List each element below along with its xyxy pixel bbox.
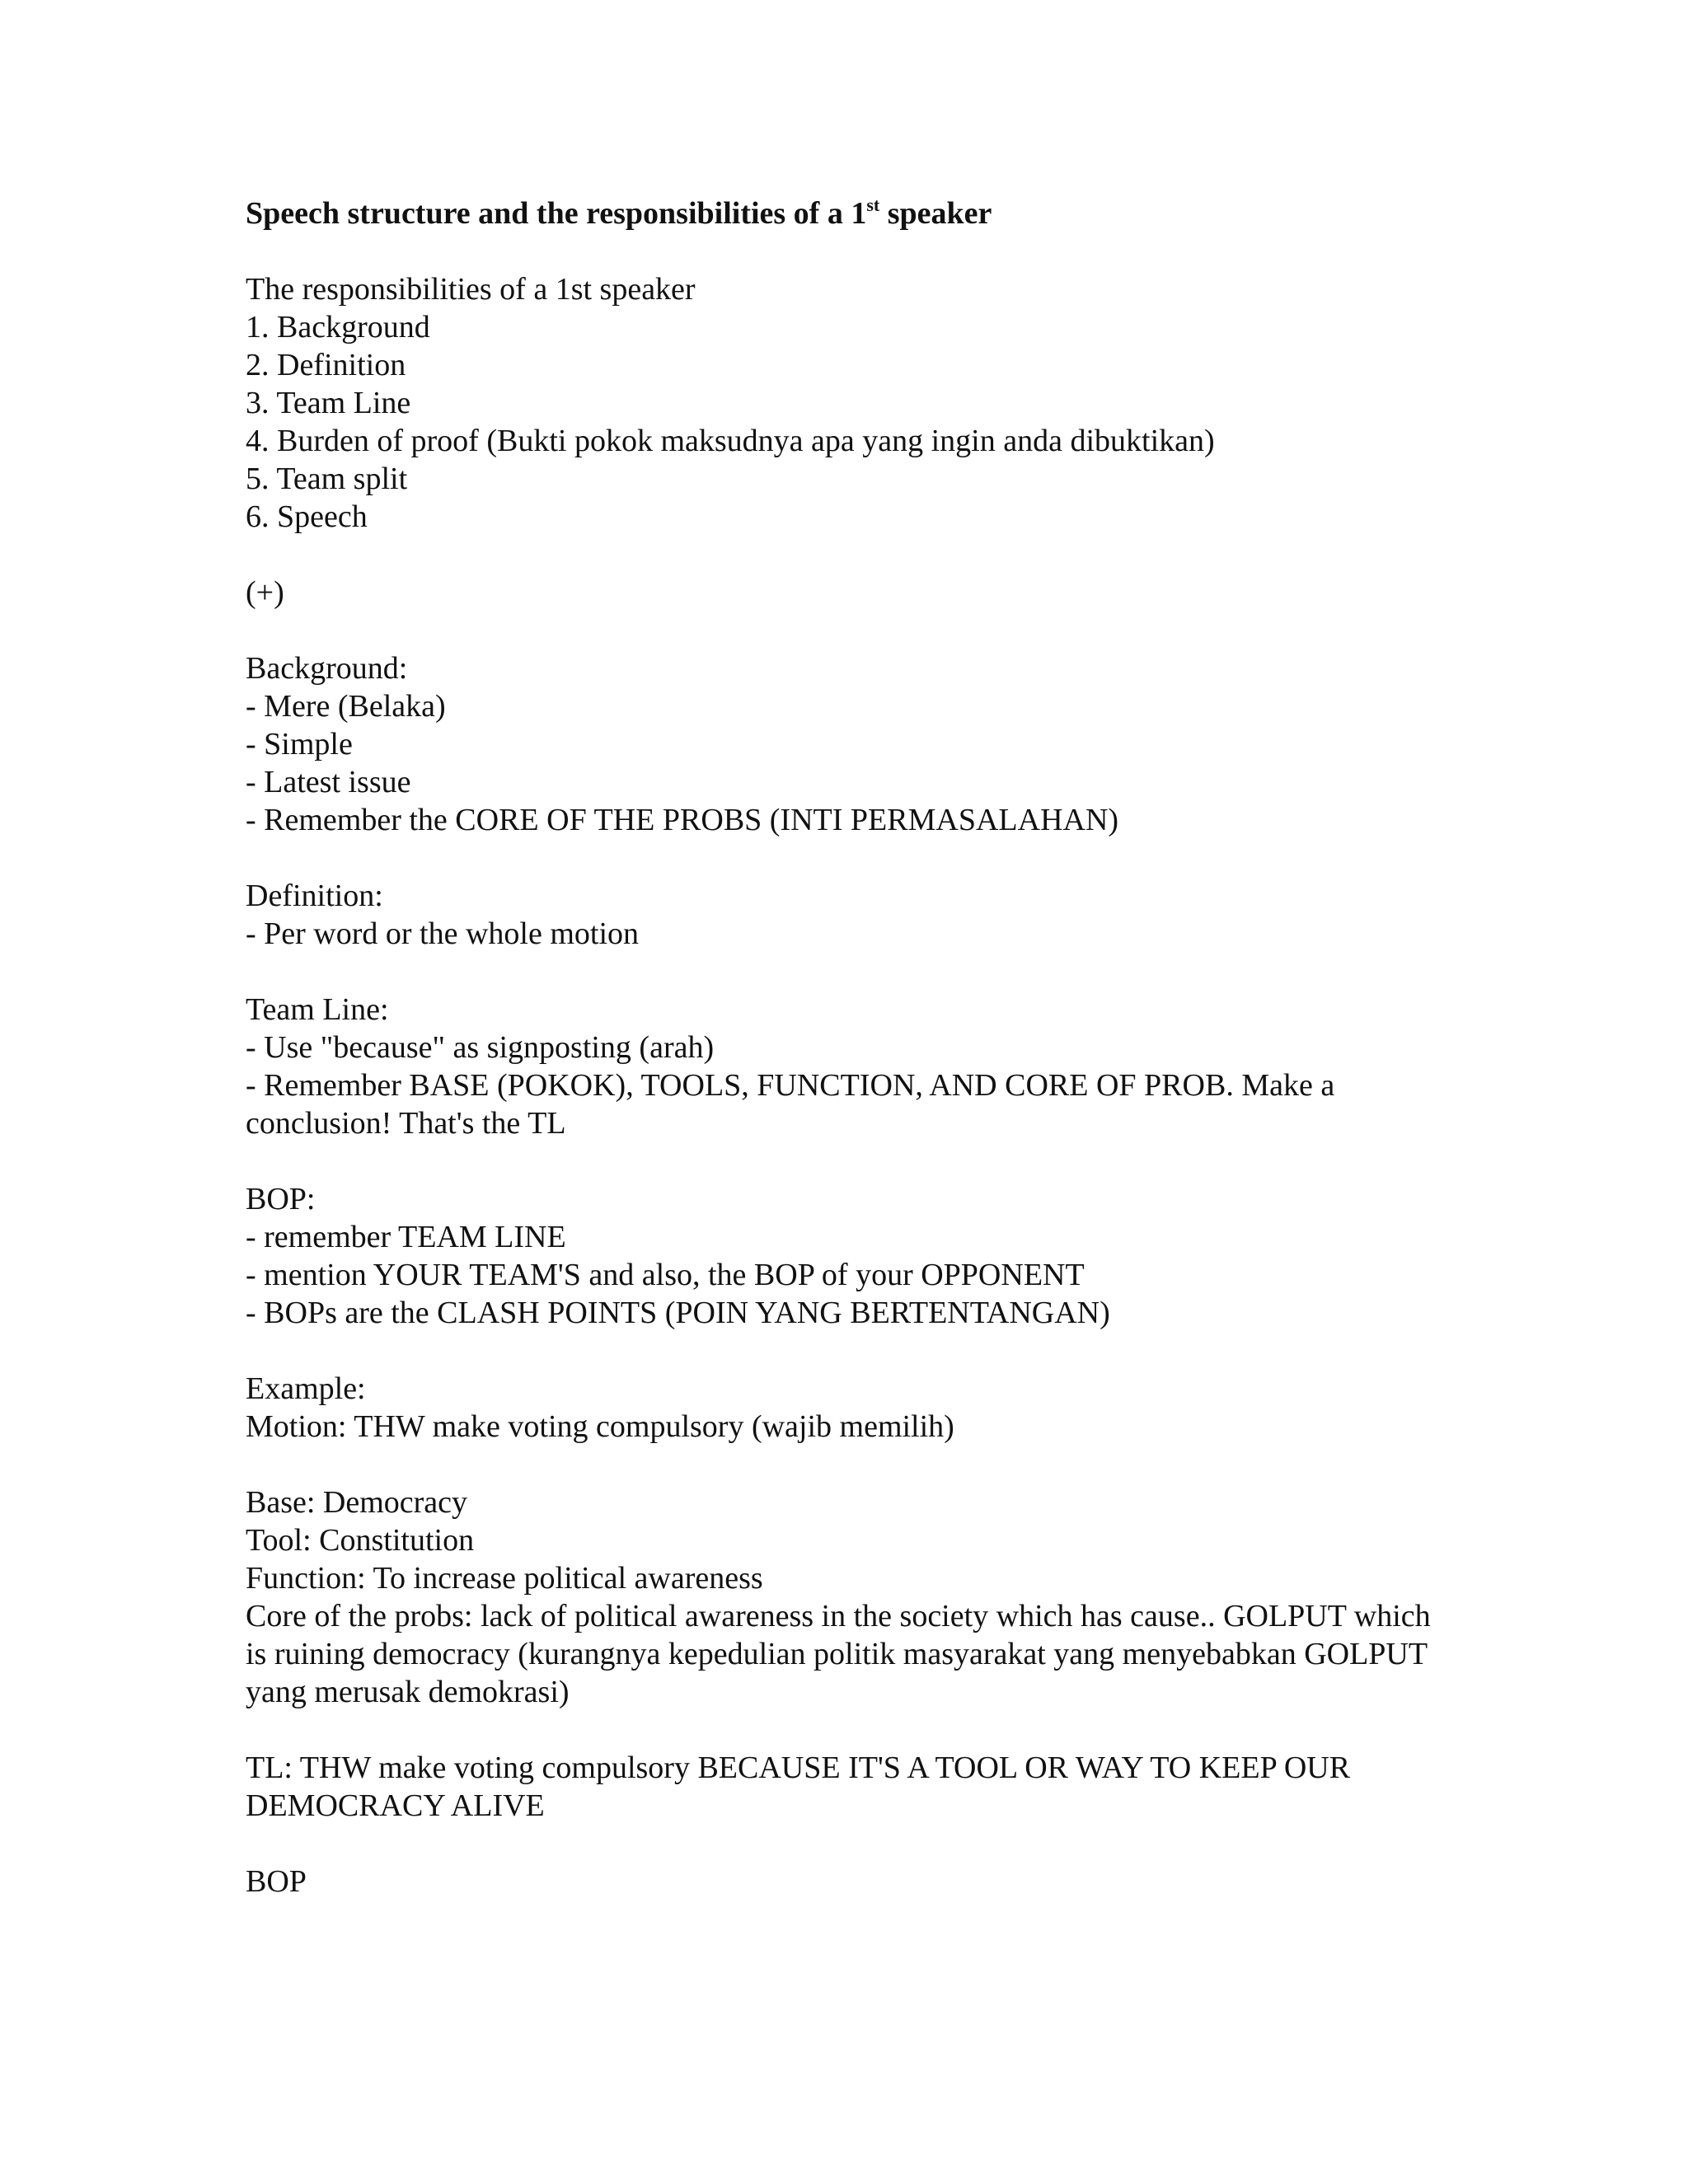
team-line-section [246,991,1449,1142]
spacer [246,1446,1449,1483]
definition-heading: Definition: [246,879,383,913]
analysis-function: Function: To increase political awareness [246,1561,763,1596]
spacer [246,612,1449,649]
intro-item: 5. Team split [246,462,408,496]
intro-item: 6. Speech [246,499,368,534]
title-text: Speech structure and the responsibilities of a 1 [246,196,867,231]
document-title [246,194,1449,232]
bop-section [246,1180,1449,1332]
background-item: - Mere (Belaka) [246,689,446,724]
spacer [246,839,1449,877]
definition-item: - Per word or the whole motion [246,916,640,951]
tl-statement: TL: THW make voting compulsory BECAUSE IT'S A TOOL OR WAY TO KEEP OUR DEMOCRACY ALIVE [246,1750,1358,1823]
bop-heading: BOP: [246,1182,316,1216]
document-content [246,194,1449,1900]
example-heading: Example: [246,1371,366,1406]
background-item: - Simple [246,727,353,762]
intro-item: 4. Burden of proof (Bukti pokok maksudnya apa yang ingin anda dibuktikan) [246,424,1215,458]
background-item: - Latest issue [246,765,411,799]
background-heading: Background: [246,651,408,686]
intro-item: 1. Background [246,310,430,344]
intro-item: 2. Definition [246,348,406,382]
background-item: - Remember the CORE OF THE PROBS (INTI PERMASALAHAN) [246,803,1119,837]
team-line-item: - Remember BASE (POKOK), TOOLS, FUNCTION, AND CORE OF PROB. Make a conclusion! That's the TL [246,1068,1343,1141]
intro-item: 3. Team Line [246,386,411,420]
bop-item: - remember TEAM LINE [246,1220,566,1254]
example-section [246,1370,1449,1446]
title-superscript: st [866,194,880,215]
bop-item: - BOPs are the CLASH POINTS (POIN YANG BERTENTANGAN) [246,1296,1110,1330]
spacer [246,1825,1449,1863]
spacer [246,1711,1449,1749]
spacer [246,232,1449,270]
analysis-base: Base: Democracy [246,1485,468,1520]
spacer [246,1332,1449,1370]
plus-marker: (+) [246,575,284,610]
analysis-tool: Tool: Constitution [246,1523,475,1558]
analysis-section [246,1483,1449,1711]
spacer [246,1142,1449,1180]
spacer [246,953,1449,991]
bop-item: - mention YOUR TEAM'S and also, the BOP of your OPPONENT [246,1258,1085,1292]
definition-section [246,877,1449,953]
background-section [246,649,1449,839]
team-line-heading: Team Line: [246,992,389,1027]
spacer [246,536,1449,574]
bop-final: BOP [246,1864,307,1899]
title-end: speaker [879,196,992,231]
example-motion: Motion: THW make voting compulsory (wajib memilih) [246,1409,954,1444]
intro-heading: The responsibilities of a 1st speaker [246,272,696,307]
analysis-core: Core of the probs: lack of political awareness in the society which has cause.. GOLPUT which is ruining democracy (kurangnya kepedulian politik masyarakat yang menyebabkan GOLPUT yang merusak demokrasi) [246,1599,1439,1709]
intro-section [246,270,1449,536]
team-line-item: - Use "because" as signposting (arah) [246,1030,715,1065]
